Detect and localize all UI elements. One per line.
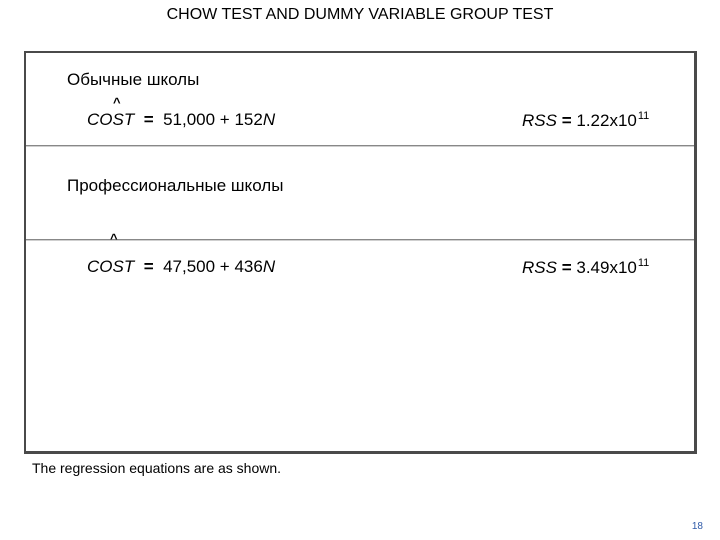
page-number: 18	[691, 521, 703, 532]
equals-sign: =	[561, 111, 572, 130]
regression-equation-regular	[87, 110, 275, 130]
divider	[26, 239, 694, 241]
group-label-vocational-schools: Профессиональные школы	[67, 176, 284, 195]
rss-value-regular	[522, 110, 649, 131]
equation-rhs: 47,500 + 436	[163, 257, 263, 276]
regressor-variable: N	[262, 110, 276, 129]
rss-mantissa: 3.49x10	[576, 258, 637, 277]
rss-exponent: 11	[637, 110, 650, 122]
equations-panel	[24, 51, 697, 454]
dependent-variable: COST	[87, 110, 135, 129]
dependent-variable: COST	[87, 257, 135, 276]
equals-sign: =	[143, 110, 154, 129]
equals-sign: =	[143, 257, 154, 276]
rss-label: RSS	[522, 111, 557, 130]
group-label-regular-schools: Обычные школы	[67, 70, 200, 89]
equation-rhs: 51,000 + 152	[163, 110, 263, 129]
regressor-variable: N	[262, 257, 276, 276]
hat-symbol: ^	[110, 231, 118, 246]
rss-exponent: 11	[637, 257, 650, 269]
rss-label: RSS	[522, 258, 557, 277]
hat-symbol: ^	[113, 95, 121, 110]
divider	[26, 145, 694, 147]
regression-equation-vocational	[87, 257, 275, 277]
rss-mantissa: 1.22x10	[576, 111, 637, 130]
equals-sign: =	[561, 258, 572, 277]
rss-value-vocational	[522, 257, 649, 278]
slide-caption: The regression equations are as shown.	[32, 460, 282, 476]
slide-title: CHOW TEST AND DUMMY VARIABLE GROUP TEST	[166, 6, 554, 23]
